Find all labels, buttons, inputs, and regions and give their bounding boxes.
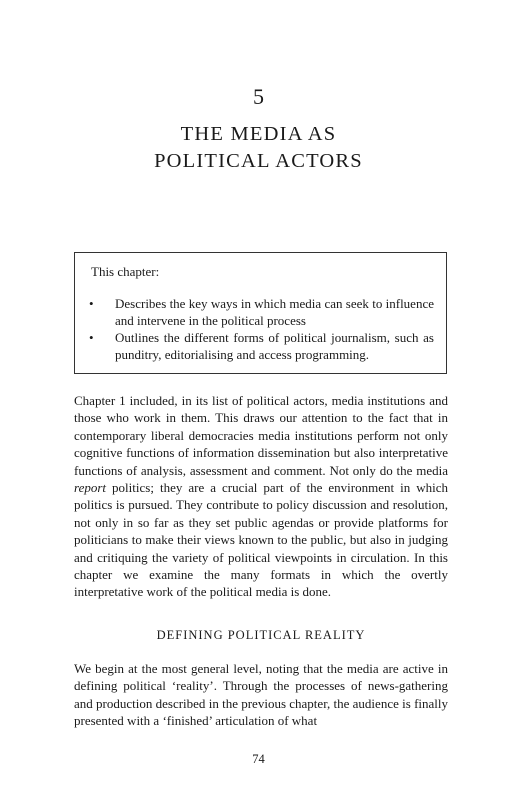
chapter-title — [0, 121, 517, 175]
chapter-number: 5 — [253, 84, 264, 109]
section-heading: DEFINING POLITICAL REALITY — [156, 628, 366, 642]
summary-list — [87, 295, 434, 363]
chapter-title-line-1: THE MEDIA AS — [180, 123, 337, 145]
page-number: 74 — [252, 752, 265, 766]
summary-list-item — [87, 295, 434, 329]
body-paragraph: We begin at the most general level, noting that the media are active in defining political ‘reality’. Through the processes of news-gathering and production described in the previous chapter, the audience is finally presented with a ‘finished’ articulation of what — [74, 661, 448, 729]
bullet-icon: • — [89, 330, 94, 345]
chapter-title-line-2: POLITICAL ACTORS — [154, 150, 363, 172]
bullet-icon: • — [89, 296, 94, 311]
summary-item-text: Outlines the different forms of political journalism, such as punditry, editorialising and access programming. — [115, 330, 434, 362]
paragraph-text: politics; they are a crucial part of the environment in which politics is pursued. They contribute to policy discussion and resolution, not only in so far as they set public agendas or provide platforms for politicians to make their views known to the public, but also in judging and critiquing the variety of political viewpoints in circulation. In this chapter we examine the many formats in which the overtly interpretative work of the political media is done. — [74, 480, 448, 600]
summary-intro: This chapter: — [91, 264, 160, 279]
summary-list-item — [87, 329, 434, 363]
chapter-summary-box — [74, 252, 447, 374]
emphasized-word: report — [74, 480, 107, 496]
summary-item-text: Describes the key ways in which media can seek to influence and intervene in the political process — [115, 296, 434, 328]
paragraph-text: Chapter 1 included, in its list of political actors, media institutions and those who work in them. This draws our attention to the fact that in contemporary liberal democracies media institutions perform not only cognitive functions of information dissemination but also interpretative functions of analysis, assessment and comment. Not only do the media — [74, 393, 448, 478]
body-paragraph — [74, 392, 448, 601]
